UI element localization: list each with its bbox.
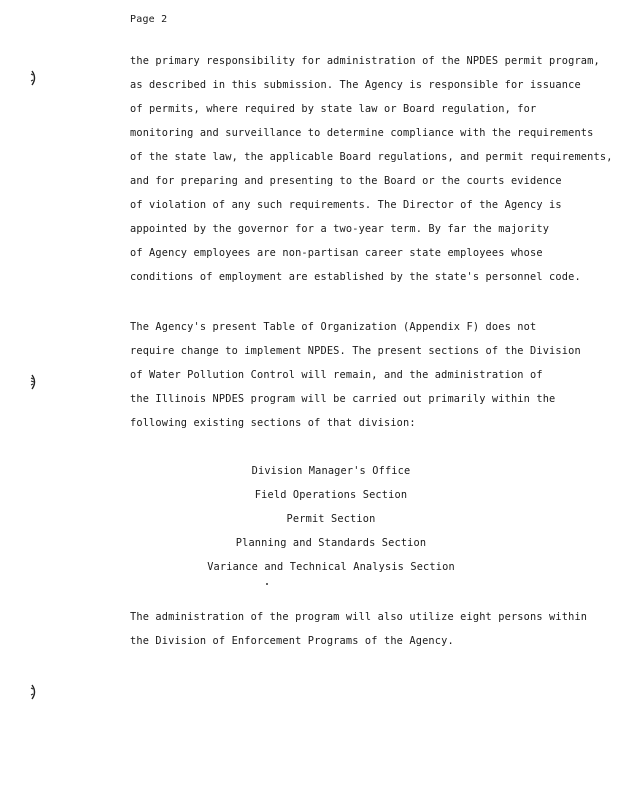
binder-hole-mark-icon <box>30 374 38 390</box>
text-line: the primary responsibility for administration of the NPDES permit program, <box>130 55 600 67</box>
binder-hole-mark-icon <box>30 684 38 700</box>
text-line: of the state law, the applicable Board regulations, and permit requirements, <box>130 151 613 163</box>
text-line: The Agency's present Table of Organization (Appendix F) does not <box>130 321 537 333</box>
section-item: Permit Section <box>286 513 376 525</box>
text-line: The administration of the program will also utilize eight persons within <box>130 611 588 623</box>
text-line: require change to implement NPDES. The present sections of the Division <box>130 345 581 357</box>
section-item: Division Manager's Office <box>251 465 411 477</box>
text-line: appointed by the governor for a two-year term. By far the majority <box>130 223 550 235</box>
text-line: of permits, where required by state law or Board regulation, for <box>130 103 537 115</box>
text-line: as described in this submission. The Agency is responsible for issuance <box>130 79 581 91</box>
text-line: the Division of Enforcement Programs of the Agency. <box>130 635 454 647</box>
text-line: of Agency employees are non-partisan career state employees whose <box>130 247 543 259</box>
section-item: Variance and Technical Analysis Section <box>207 561 455 573</box>
text-line: of Water Pollution Control will remain, and the administration of <box>130 369 543 381</box>
text-line: monitoring and surveillance to determine compliance with the requirements <box>130 127 594 139</box>
text-line: conditions of employment are established by the state's personnel code. <box>130 271 581 283</box>
text-line: of violation of any such requirements. The Director of the Agency is <box>130 199 562 211</box>
text-line: the Illinois NPDES program will be carried out primarily within the <box>130 393 556 405</box>
binder-hole-mark-icon <box>30 70 38 86</box>
page-number: Page 2 <box>130 14 168 25</box>
text-line: and for preparing and presenting to the Board or the courts evidence <box>130 175 562 187</box>
section-item: Planning and Standards Section <box>235 537 427 549</box>
stray-mark <box>266 583 268 585</box>
section-item: Field Operations Section <box>254 489 408 501</box>
text-line: following existing sections of that division: <box>130 417 416 429</box>
